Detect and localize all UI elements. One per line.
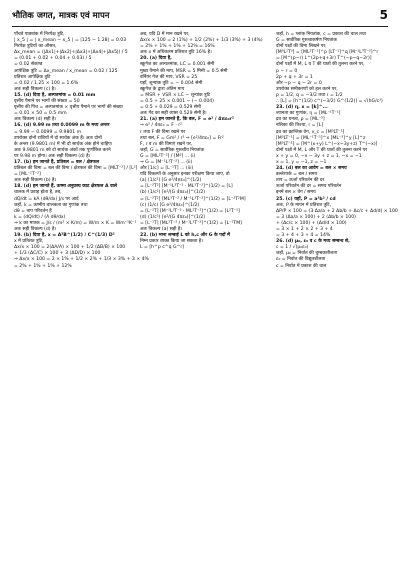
text-line: = [L⁻¹T] [ML³T⁻² / M⁻¹L³T⁻²]^(1/2) = [L⁻¹TM] xyxy=(140,220,242,226)
text-line: = [L⁻²T²] [M⁻¹L³T⁻² · ML³T⁻²]^(1/2) = [L] xyxy=(140,184,233,190)
text-line: नलिका की त्रिज्या, r = [L] xyxy=(276,123,324,129)
text-column-right xyxy=(276,32,398,270)
text-line: L = [h^p c^q G^r] xyxy=(140,245,185,251)
text-line: आपेक्षिक त्रुटि = Δx_mean / x_mean = 0.02 / 125 xyxy=(14,68,118,74)
text-line: x = 1, y = −1, z = −1 xyxy=(276,159,327,165)
text-line: p = 1/2, q = −3/2 तथा r = 1/2 xyxy=(276,92,343,98)
text-line: डल्लेरपर्क = बल / समय xyxy=(276,172,318,178)
text-line: वृत्तीय पैमाने पर भागों की संख्या = 50 xyxy=(14,99,80,105)
text-line: दोनों पक्षों की विमा लिखने पर, xyxy=(276,44,327,50)
text-line: 16. (d) 9.99 m तथा 0.0099 m के मध्य अन्तर xyxy=(14,123,110,129)
text-line: [M⁰LT⁻¹] = [M^(x+y) L^(−x−3y+z) T^(−x)] xyxy=(276,141,378,147)
text-line: निम्न प्रकार व्यक्त किया जा सकता है। xyxy=(140,239,203,245)
text-line: उपरोक्त दोनों राशियों में दो सार्थक अंक हैं। अतः दोनों xyxy=(14,135,102,141)
text-line: यहाँ, शून्यांक त्रुटि = − 0.004 सेमी xyxy=(140,80,203,86)
text-line: = [ML⁻¹T⁻²] xyxy=(14,172,41,178)
text-line: (d) (1/c²) [e²/(G 4πε₀)]^(1/2) xyxy=(140,214,206,220)
text-line: अतः सही विकल्प (c) है। xyxy=(14,86,56,92)
text-column-middle xyxy=(140,32,270,251)
text-line: पर 9.98 m होगा। अतः सही विकल्प (d) है। xyxy=(14,153,91,159)
text-line: G = [ML³T⁻²] / [M²] ... (i) xyxy=(140,153,196,159)
text-line: यदि विकल्पों के अनुसार इनका परीक्षण किया जाए, तो xyxy=(140,172,230,178)
text-line: r तथा F की विमा रखने पर xyxy=(140,129,186,135)
text-line: निरपेक्ष त्रुटियों का औसत, xyxy=(14,44,57,50)
text-line: दोनों पक्षों में M, L व T की घातों की तुलना करने पर, xyxy=(276,62,365,68)
text-line: Δx/x × 100 = 2(ΔA/A) × 100 + 1/2 (ΔB/B) × 100 xyxy=(14,245,126,251)
text-line: k = (dQ/dt) / (A dθ/dx) xyxy=(14,214,66,220)
text-line: 20. (a) दिया है, xyxy=(140,56,172,62)
text-line: 18. (d) हम जानते हैं, ऊष्मा अनुप्रस्थ काट क्षेत्रफल A वाले xyxy=(14,184,117,190)
text-line: 23. (d) η, x = [k]^... xyxy=(276,105,328,111)
text-line: = 0.02 सेकण्ड xyxy=(14,62,43,68)
text-line: c = निर्वात में प्रकाश की चाल xyxy=(276,263,327,269)
text-line: वर्नियर गेज की माप, VSR = 25 xyxy=(140,74,198,80)
text-line: 26. (d) μ₀, ε₀ व c के मध्य सम्बन्ध से, xyxy=(276,239,350,245)
text-line: श्यानता का गुणांक, η = [ML⁻¹T⁻¹] xyxy=(276,111,341,117)
text-line: अतः विकल्प (a) सही है। xyxy=(140,227,183,232)
text-line: अतः सही विकल्प (b) है। xyxy=(14,178,57,184)
text-line: 22. (b) माना लम्बाई L को h,c और G के पदों में xyxy=(140,233,230,239)
text-line: + 1/3 (ΔC/C) × 100 + 3 (ΔD/D) × 100 xyxy=(14,251,101,257)
text-line: 19. (b) दिया है, x = A²B^(1/2) / C^(1/3) D³ xyxy=(14,233,115,239)
text-line: x में प्रतिशत त्रुटि, xyxy=(14,239,44,245)
text-line: 25. (c) यहाँ, P = a³b² / cd xyxy=(276,196,336,202)
text-line: चालक में प्रवाह होता है, तब, xyxy=(14,190,62,196)
text-line: ऊर्जा परिवर्तन की दर = समय परिवर्तन xyxy=(276,184,342,190)
text-line: = [M^(p−r) L^(2p+q+3r) T^(−p−q−2r)] xyxy=(276,56,372,62)
text-line: द्रव का घनत्व, ρ = [ML⁻³] xyxy=(276,117,325,123)
text-line: 17. (b) हम जानते हैं, प्रतिबल = बल / क्षेत्रफल xyxy=(14,159,100,165)
text-line: dQ/dt = kA (dθ/dx) J/s पर आर्द xyxy=(14,196,79,202)
text-line: 15. (d) दिया है, अल्पतमांक = 0.01 mm xyxy=(14,92,96,98)
text-line: = 2% + 1% + 1% + 12% xyxy=(14,263,72,269)
text-line: 2p + q + 3r = 1 xyxy=(276,74,313,80)
text-line: पाँचवे पाठ्यांक में निरपेक्ष त्रुटि, xyxy=(14,32,65,37)
text-line: ε₀ = निर्वात की विद्युतशीलता xyxy=(276,257,326,263)
text-line: [M⁰L¹T⁰] = [ML²T⁻¹]^p [LT⁻¹]^q [M⁻¹L³T⁻²]^r xyxy=(276,50,379,56)
text-line: अतः x में अधिकतम प्रतिशत त्रुटि 16% है। xyxy=(140,50,212,56)
text-line: = 0.01 × 50 = 0.5 mm xyxy=(14,111,67,117)
text-line: अतः, P के मापन में प्रतिशत त्रुटि, xyxy=(276,202,332,208)
text-line: = 9.99 − 0.0099 = 9.9801 m xyxy=(14,129,82,135)
text-line: मुख्य पैमाने की माप, MSR = 5 मिमी = 0.5 सेमी xyxy=(140,68,228,74)
text-line: तथा बल, F = Gm² / r² ⇒ [e²/4πε₀] = Fr² xyxy=(140,135,224,141)
text-line: G = सार्वत्रिक गुरुत्वाकर्षण नियतांक xyxy=(276,38,337,44)
text-line: = MSR + VSR × LC − शून्यांक त्रुटि xyxy=(140,92,211,98)
text-line: (b) (1/c²) [e²/(G 4πε₀)]^(1/2) xyxy=(140,190,206,196)
text-line: x + y = 0, −x − 3y + z = 1, −x = −1 xyxy=(276,153,362,159)
text-line: जहाँ, μ₀ = निर्वात की चुम्बकशीलता xyxy=(276,251,338,257)
text-line: = 0.02 / 1.25 × 100 = 1.6% xyxy=(14,80,79,86)
text-line: | x_5 | = | x_mean − x_5 | = |125 − 1.28| = 0.03 xyxy=(14,38,127,44)
text-line: ∴ [L] = [h^(1/2) c^(−3/2) G^(1/2)] = √(hG/c³) xyxy=(276,99,383,105)
page-number: 5 xyxy=(379,8,388,22)
text-line: p − r = 0 xyxy=(276,68,298,74)
text-line: (c) (1/c) [G e²/4πε₀]^(1/2) xyxy=(140,202,200,208)
text-line: F, r व m की विमाएं रखने पर, xyxy=(140,141,193,147)
text-line: उपरोक्त समीकरणों को हल करने पर, xyxy=(276,86,338,92)
text-line: = (0.01 + 0.02 + 0.04 + 0.03) / 5 xyxy=(14,56,92,62)
page-title: भौतिक जगत, मात्रक एवं मापन xyxy=(12,10,110,21)
text-line: और [1/c] = [L⁻¹T] ... (iii) xyxy=(140,166,194,172)
text-line: द्रव का क्रान्तिक वेग, v_c = [M⁰LT⁻¹] xyxy=(276,129,345,135)
text-line: के अन्तर (9.9801 m) में भी दो सार्थक अंक होने चाहिए। xyxy=(14,141,113,147)
text-line: दोनों पक्षों में M, L और T की घातों की तुलना करने पर xyxy=(276,147,368,153)
text-line: Δx_mean = (|Δx1|+|Δx2|+|Δx3|+|Δx4|+|Δx5|) / 5 xyxy=(14,50,128,56)
text-line: अतः सही विकल्प (d) है। xyxy=(14,227,57,232)
text-line: = 3 (Δa/a × 100) + 2 (Δb/b × 100) xyxy=(276,214,356,220)
text-line: और −p − q − 2r = 0 xyxy=(276,80,322,86)
text-line: ⇒ k का मात्रक = J/s / (m² × K/m) = W/m × K = Wm⁻¹K⁻¹ xyxy=(14,220,137,226)
text-line: जहाँ, G = सार्वत्रिक गुरुत्वीय नियतांक xyxy=(140,147,205,153)
text-line: अतः 9.9801 m को दो सार्थक अंकों तक पूर्णांकित करने xyxy=(14,147,111,153)
text-line: [M⁰LT⁻¹] = [ML⁻¹T⁻¹]^x [ML⁻³]^y [L]^z xyxy=(276,135,366,141)
text-line: ⇒ Δx/x × 100 = 2 × 1% + 1/2 × 2% + 1/3 × 3% + 3 × 4% xyxy=(14,257,149,263)
text-line: = 3 + 4 + 3 + 4 = 14% xyxy=(276,233,331,239)
text-line: ⇒ G = [M⁻¹L³T⁻²] ... (ii) xyxy=(140,159,193,165)
page-header xyxy=(12,4,388,27)
text-line: = [L⁻²T²] [ML³T⁻² / M⁻¹L³T⁻²]^(1/2) = [L⁻²T²M] xyxy=(140,196,246,202)
text-line: 24. (d) बल का आवेग = बल × समय xyxy=(276,166,347,172)
text-line: 21. (a) हम जानते हैं, कि बल, F = e² / 4πε₀r² xyxy=(140,117,234,123)
text-column-left xyxy=(14,32,149,270)
text-line: + (Δc/c × 100) + (Δd/d × 100) xyxy=(276,220,347,226)
text-line: स्क्रूगेज के द्वारा अंतिम माप xyxy=(140,86,185,92)
text-line: स्क्रूगेज का अल्पतमांक, LC = 0.001 सेमी xyxy=(140,62,215,68)
text-line: = 0.5 + 0.029 = 0.529 सेमी xyxy=(140,105,201,111)
text-line: ताप = ऊर्जा परिवर्तन की दर xyxy=(276,178,325,184)
text-line: अतः विकल्प (d) सही है। xyxy=(14,117,57,123)
text-line: अब, यदि D में मान रखने पर, xyxy=(140,32,190,37)
text-line: जहाँ, k = ऊष्मीय चालकता का गुणांक तथा xyxy=(14,202,88,208)
text-line: इनमें बल × वेग / समय xyxy=(276,190,316,196)
text-line: = 2% + 1% + 1% + 12% = 16% xyxy=(140,44,215,50)
text-line: (a) (1/c²) [G e²/4πε₀]^(1/2) xyxy=(140,178,202,184)
text-line: ⇒ e² / 4πε₀ = F · r² xyxy=(140,123,182,129)
text-line: = [L⁻¹T] [M⁻¹L³T⁻² · ML³T⁻²]^(1/2) = [L²T⁻¹] xyxy=(140,208,240,214)
text-line: = 3 × 1 + 2 × 2 + 3 + 4 xyxy=(276,227,333,232)
text-line: प्रतिशत आपेक्षिक त्रुटि xyxy=(14,74,51,80)
text-line: dθ = ताप परिवर्तन हैं xyxy=(14,208,52,214)
text-line: प्रतिबल की विमा = बल की विमा / क्षेत्रफल की विमा = [MLT⁻²] / [L²] xyxy=(14,166,138,172)
text-line: = 0.5 + 25 × 0.001 − (− 0.004) xyxy=(140,99,214,105)
text-line: c = 1 / √(μ₀ε₀) xyxy=(276,245,309,251)
text-line: Δx/x × 100 = 2 (1%) + 1/2 (2%) + 1/3 (3%) + 3 (4%) xyxy=(140,38,263,44)
text-line: जहाँ, h = प्लांक नियतांक, c = प्रकाश की चाल तथा xyxy=(276,32,366,37)
text-line: अतः गेंद का सही व्यास 0.529 सेमी है। xyxy=(140,111,207,117)
text-line: वृत्तीय की पिच = अल्पतमांक × वृत्तीय पैमाने पर भागों की संख्या xyxy=(14,105,123,111)
text-line: ΔP/P × 100 = (3 Δa/a + 2 Δb/b + Δc/c + Δd/d) × 100 xyxy=(276,208,398,214)
